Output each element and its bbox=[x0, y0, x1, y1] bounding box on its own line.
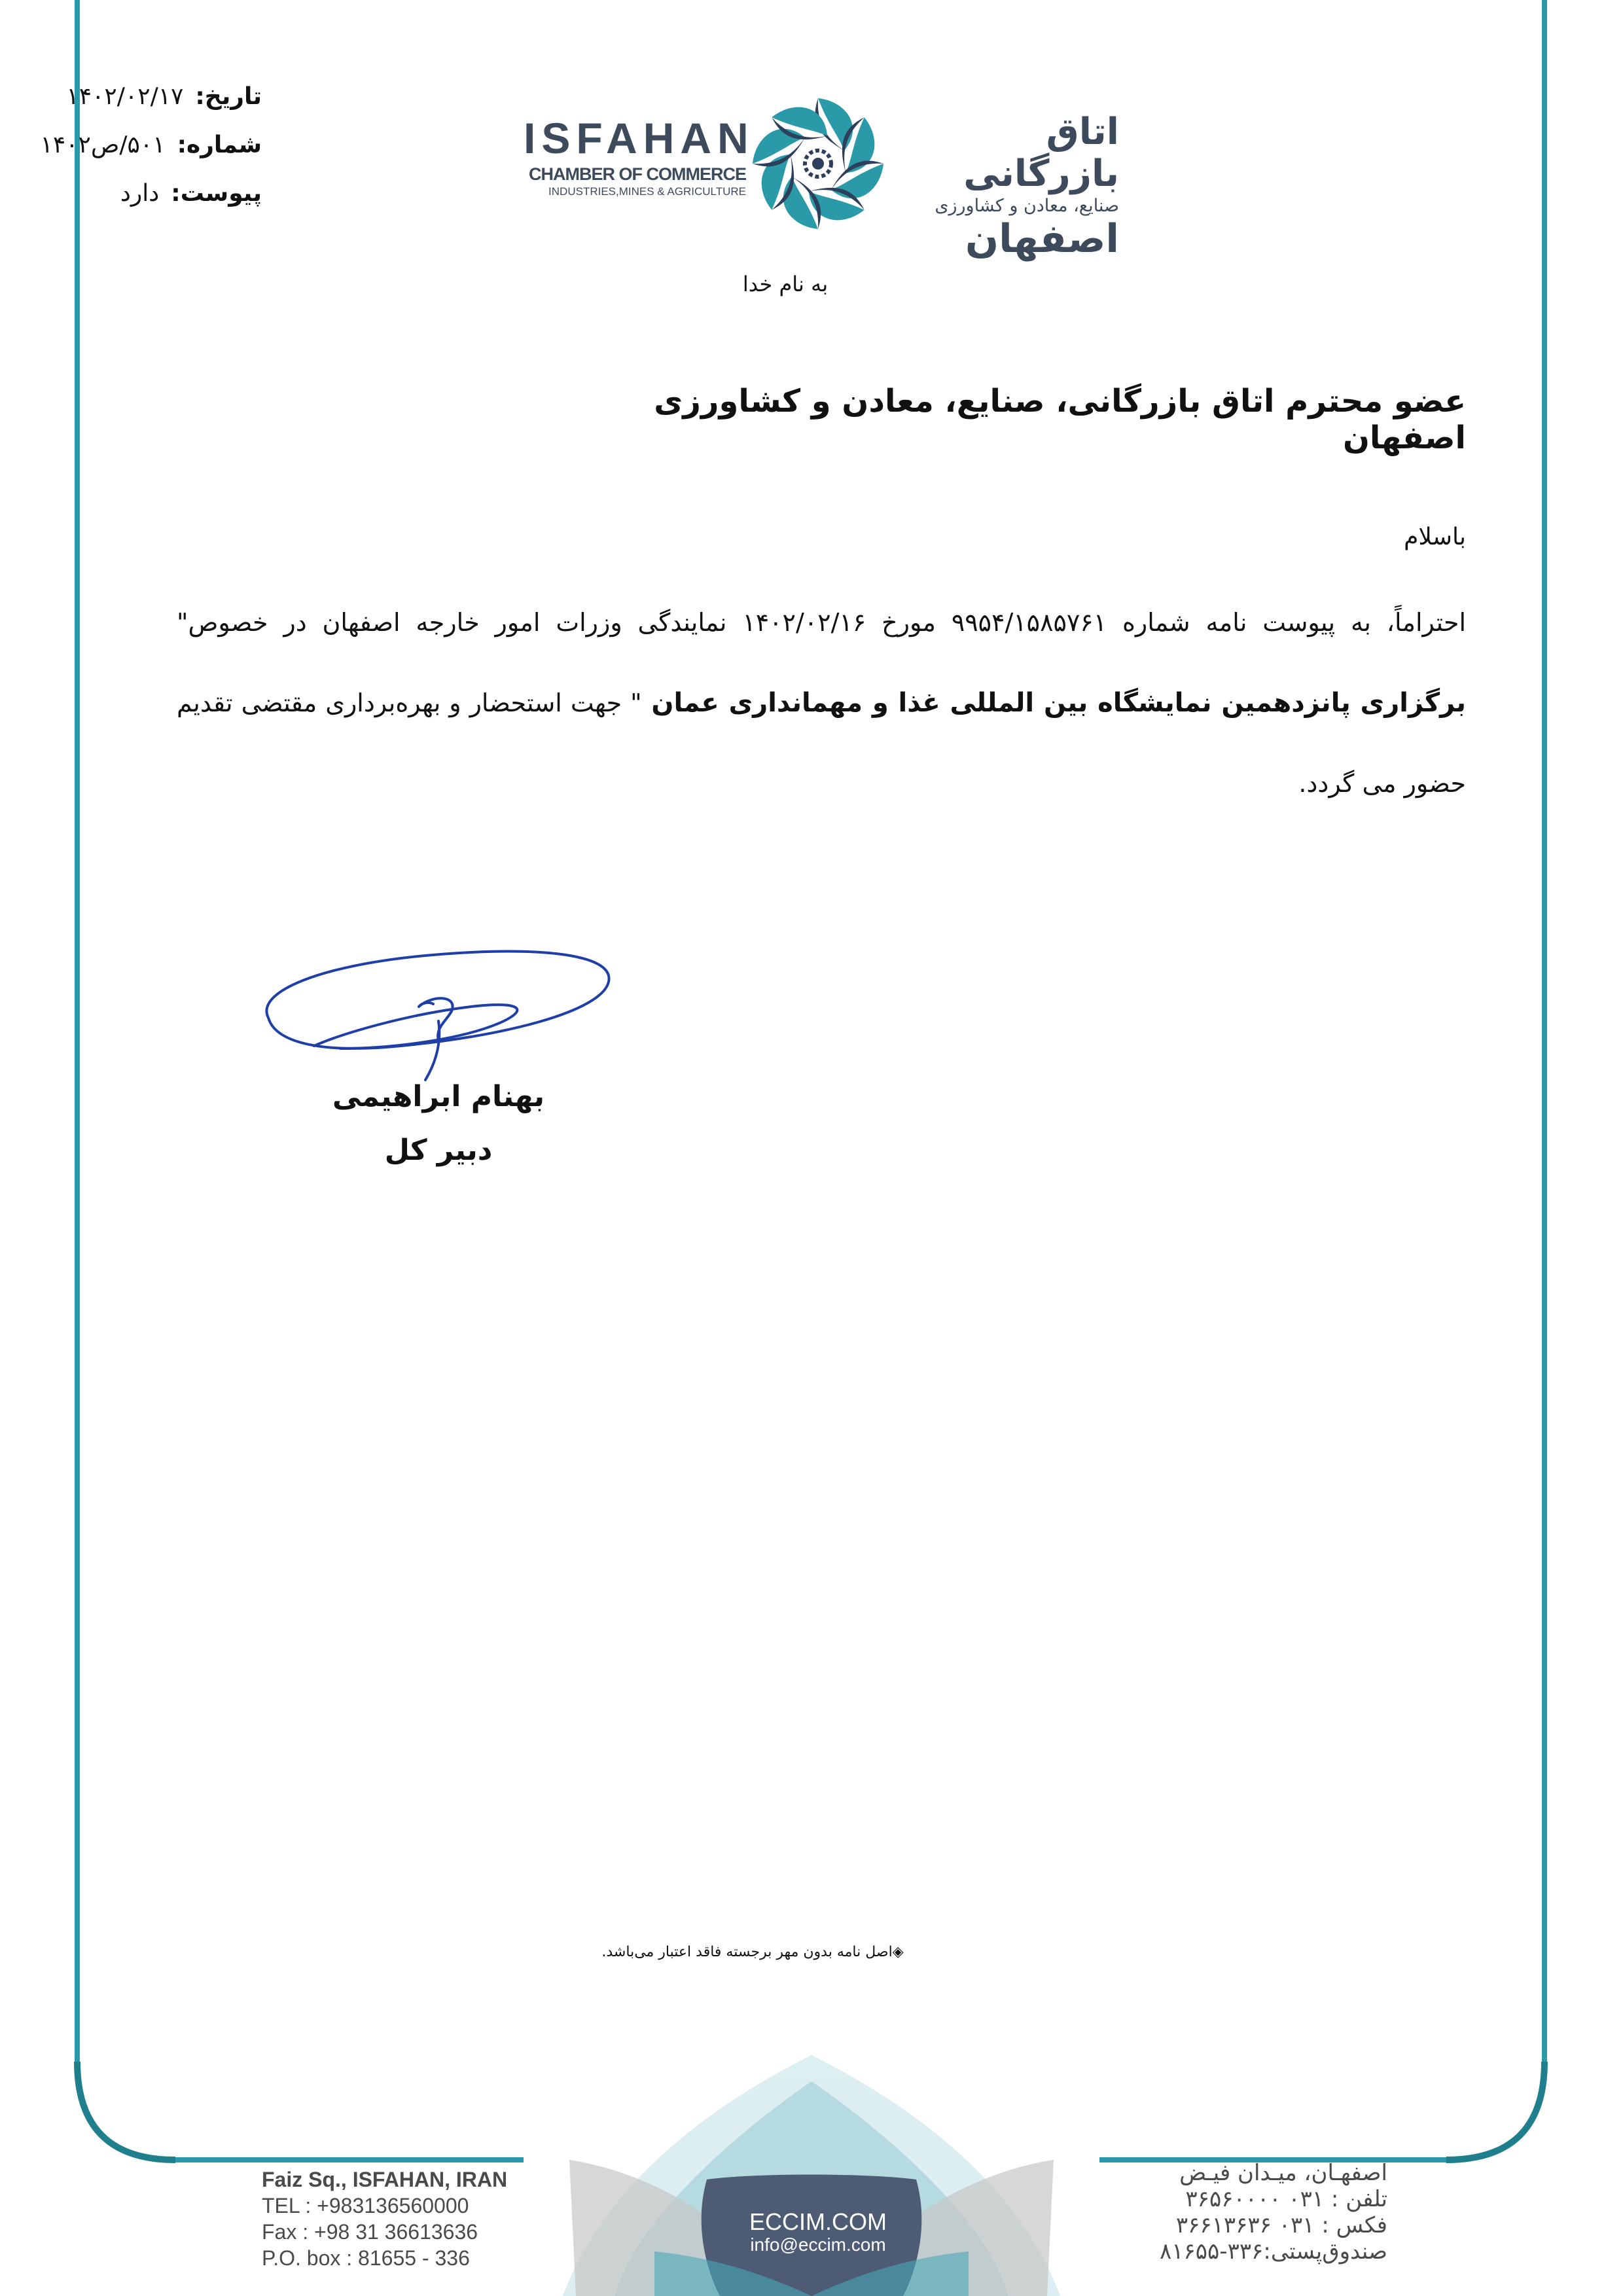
footer-website-link[interactable]: ECCIM.COM bbox=[749, 2208, 887, 2235]
footer-en-fax: Fax : +98 31 36613636 bbox=[262, 2220, 478, 2244]
signer-title: دبیر کل bbox=[384, 1134, 493, 1167]
chamber-logo-icon bbox=[746, 92, 890, 236]
number-value: ۵۰۱/ص۱۴۰۲ bbox=[40, 131, 166, 158]
paragraph-event-title: برگزاری پانزدهمین نمایشگاه بین المللی غذا و مهمانداری عمان bbox=[641, 688, 1466, 718]
number-label: شماره: bbox=[177, 131, 262, 158]
recipient-line: عضو محترم اتاق بازرگانی، صنایع، معادن و کشاورزی اصفهان bbox=[654, 383, 1466, 456]
paragraph-closing: " جهت استحضار و بهره‌برداری مقتضی تقدیم حضور می گردد. bbox=[177, 689, 1466, 798]
logo-fa-city: اصفهان bbox=[965, 216, 1119, 262]
bismillah-heading: به نام خدا bbox=[742, 272, 829, 296]
logo-english-text bbox=[524, 114, 755, 199]
attachment-value: دارد bbox=[120, 179, 160, 207]
logo-en-tagline: INDUSTRIES,MINES & AGRICULTURE bbox=[548, 185, 746, 198]
footer-email-link[interactable]: info@eccim.com bbox=[750, 2234, 886, 2255]
footer-fa-tel: تلفن : ۰۳۱ ۳۶۵۶۰۰۰۰ bbox=[1185, 2186, 1387, 2212]
logo-persian-text bbox=[897, 111, 1119, 260]
logo-en-subtitle: CHAMBER OF COMMERCE bbox=[529, 164, 746, 184]
footer-fa-pobox: صندوق‌پستی:۳۳۶-۸۱۶۵۵ bbox=[1159, 2238, 1387, 2265]
footer-en-tel: TEL : +983136560000 bbox=[262, 2194, 469, 2217]
footer-en-address: Faiz Sq., ISFAHAN, IRAN bbox=[262, 2168, 508, 2191]
salutation: باسلام bbox=[1404, 524, 1466, 550]
date-value: ۱۴۰۲/۰۲/۱۷ bbox=[66, 82, 184, 110]
footer-lotus-graphic bbox=[563, 2055, 1060, 2296]
logo-en-title: ISFAHAN bbox=[524, 114, 755, 162]
logo-fa-subtitle: صنایع، معادن و کشاورزی bbox=[935, 196, 1119, 216]
footer-contact-persian bbox=[1113, 2160, 1387, 2265]
seal-validity-notice: ◈اصل نامه بدون مهر برجسته فاقد اعتبار می‌باشد. bbox=[601, 1944, 904, 1960]
footer-web bbox=[720, 2210, 916, 2255]
paragraph-intro: احتراماً، به پیوست نامه شماره ۹۹۵۴/۱۵۸۵۷۶۱ مورخ ۱۴۰۲/۰۲/۱۶ نمایندگی وزرات امور خارجه اصفهان در خصوص" bbox=[177, 608, 1467, 637]
letter-paragraph bbox=[177, 583, 1466, 824]
signer-block bbox=[308, 1070, 569, 1177]
meta-date bbox=[39, 72, 262, 120]
footer-en-pobox: P.O. box : 81655 - 336 bbox=[262, 2246, 470, 2270]
attachment-label: پیوست: bbox=[171, 179, 262, 207]
footer-contact-english bbox=[262, 2166, 510, 2271]
footer-fa-fax: فکس : ۰۳۱ ۳۶۶۱۳۶۳۶ bbox=[1175, 2212, 1387, 2238]
signer-name: بهنام ابراهیمی bbox=[332, 1080, 545, 1113]
footer-fa-address: اصفهـان، میـدان فیـض bbox=[1179, 2160, 1387, 2186]
meta-number bbox=[39, 120, 262, 169]
logo-fa-title: اتاق بازرگانی bbox=[963, 111, 1119, 195]
letter-meta bbox=[39, 72, 262, 217]
meta-attachment bbox=[39, 169, 262, 217]
date-label: تاریخ: bbox=[195, 82, 262, 110]
